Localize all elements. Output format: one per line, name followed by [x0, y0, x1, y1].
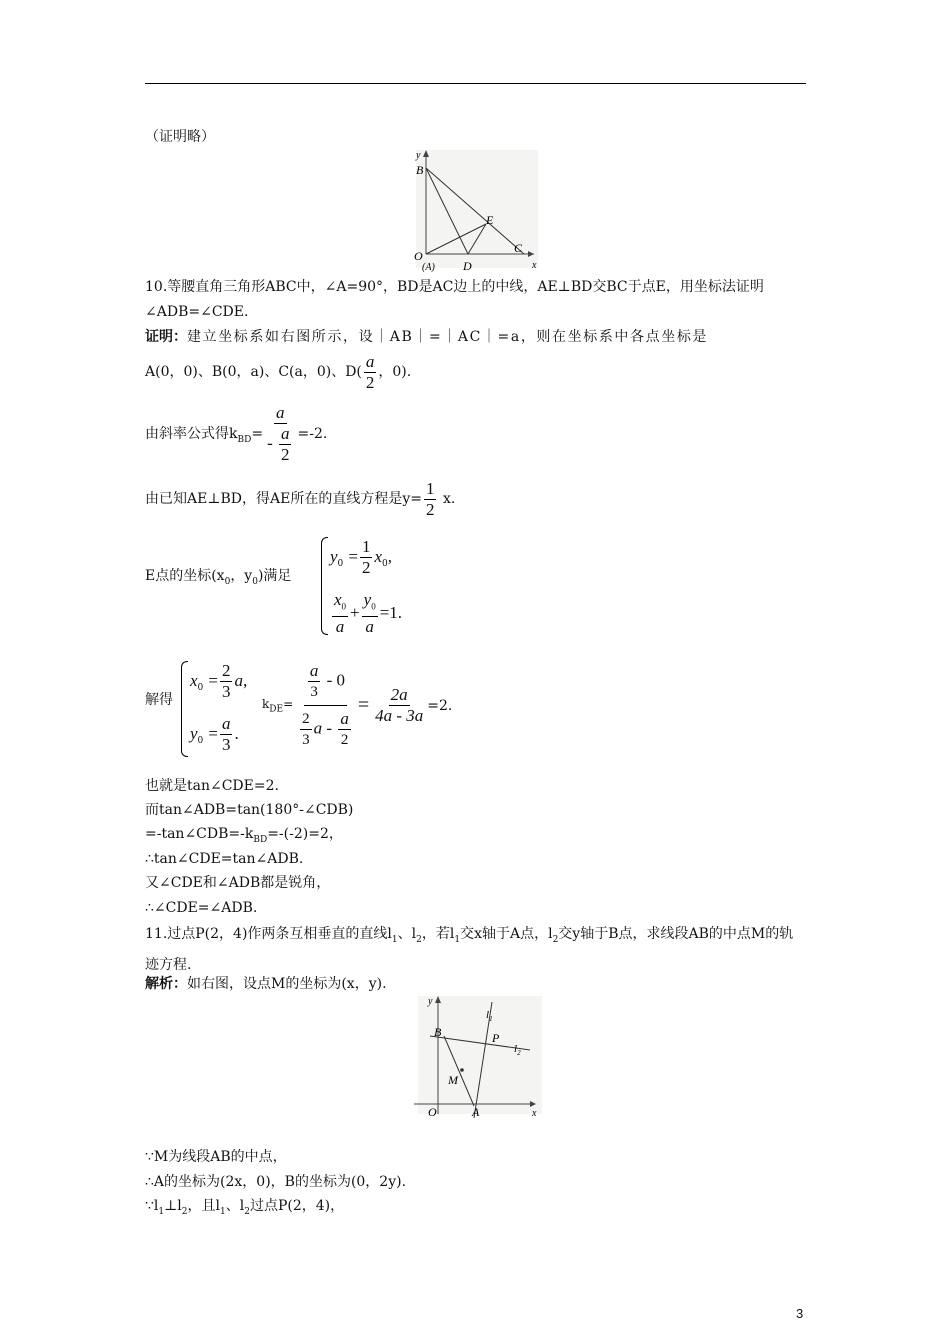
fig1-label-o: O — [414, 249, 423, 263]
slope-line: 由斜率公式得$k_{BD}=$ a - $\frac{a}{2}$ =-2. — [145, 403, 328, 464]
fig1-label-c: C — [514, 241, 523, 255]
fig1-label-a: (A) — [422, 262, 435, 273]
proof-label: 证明： — [145, 329, 187, 345]
system2-eq2: $y_0$ = $\frac{a}{3}$ . — [190, 714, 239, 754]
problem-11-statement: 11.过点P(2，4)作两条互相垂直的直线$l_1$、$l_2$，若$l_1$交x轴于A点，$l_2$交y轴于B点，求线段AB的中点M的轨迹方程. — [145, 926, 794, 973]
fig2-label-l1: $l_1$ — [486, 1009, 493, 1023]
fig2-label-x: x — [532, 1108, 537, 1119]
tan-cde-line: 也就是tan∠CDE=2. — [145, 778, 279, 794]
therefore-line-1: ∴tan∠CDE=tan∠ADB. — [145, 851, 304, 867]
fig2-label-p: P — [492, 1031, 500, 1045]
system1-eq1: $y_0$ = $\frac{1}{2}$ $x_0$, — [330, 537, 392, 577]
fig2-label-l2: $l_2$ — [514, 1043, 521, 1057]
problem-10-statement: 10.等腰直角三角形ABC中，∠A=90°，BD是AC边上的中线，AE⊥BD交BC于点E，用坐标法证明∠ADB=∠CDE. — [145, 279, 764, 320]
fig2-label-m: M — [448, 1073, 458, 1087]
proof-setup-text: 建立坐标系如右图所示，设｜AB｜=｜AC｜=a，则在坐标系中各点坐标是 — [187, 329, 709, 345]
perpendicular-line: $\because l_1\perp l_2$，且$l_1$、$l_2$过点P(2，4)， — [145, 1198, 345, 1217]
analysis-label: 解析： — [145, 976, 187, 992]
header-rule — [145, 83, 806, 84]
system2-brace — [181, 661, 188, 757]
fig1-label-y: y — [416, 150, 421, 161]
kde-expression: $k_{DE}=$ $\frac{a}{3}$ - 0 $\frac{2}{3}$ a - $\frac{a}{2}$ = $\frac{2a}{4a - 3a}$ =2. — [262, 661, 453, 748]
page-number: 3 — [796, 1306, 804, 1321]
coords-text: A(0，0)、B(0，a)、C(a，0)、D( — [145, 364, 362, 380]
proof-line-1 — [145, 327, 708, 347]
coords-ab-line: ∴A的坐标为(2x，0)，B的坐标为(0，2y). — [145, 1174, 407, 1190]
system2-eq1: $x_0$ = $\frac{2}{3}$ a, — [190, 661, 248, 701]
slope-result: =-2. — [297, 426, 328, 442]
fig2-label-y: y — [428, 996, 433, 1007]
midpoint-line: ∵M为线段AB的中点， — [145, 1149, 287, 1165]
coords-line — [145, 352, 411, 392]
system1-eq2: $\frac{x_0}{a}$ + $\frac{y_0}{a}$ =1. — [334, 590, 403, 637]
acute-line: 又∠CDE和∠ADB都是锐角， — [145, 875, 331, 891]
proof-omitted: （证明略） — [145, 129, 215, 145]
fig2-label-b: B — [434, 1025, 442, 1039]
kbd-line: $=-\tan\angle CDB=-k_{BD}=-(-2)=2$， — [145, 826, 343, 845]
e-coords-text: E点的坐标($x_0$，$y_0$)满足 — [145, 568, 292, 587]
coords-fraction: $\frac{a}{2}$ — [365, 351, 375, 392]
fig2-label-a: A — [472, 1105, 480, 1119]
analysis-line: 解析：如右图，设点M的坐标为(x，y). — [145, 976, 387, 992]
fig1-label-d: D — [463, 259, 472, 273]
figure-perpendicular-lines — [410, 992, 542, 1120]
system1-brace — [321, 537, 328, 635]
ae-line-equation: 由已知AE⊥BD，得AE所在的直线方程是y= $\frac{1}{2}$ x. — [145, 478, 456, 519]
coords-end: ，0). — [378, 364, 412, 380]
fig2-label-o: O — [428, 1105, 437, 1119]
tan-adb-line: 而tan∠ADB=tan(180°-∠CDB) — [145, 802, 354, 818]
therefore-line-2: ∴∠CDE=∠ADB. — [145, 900, 258, 916]
fig1-label-x: x — [532, 260, 537, 271]
solve-label: 解得 — [145, 692, 173, 708]
fig1-label-e: E — [486, 213, 494, 227]
figure-triangle-coordinates — [408, 146, 538, 274]
fig1-label-b: B — [416, 163, 424, 177]
slope-prefix: 由斜率公式得k — [145, 426, 238, 442]
slope-fraction: a - $\frac{a}{2}$ — [267, 403, 290, 464]
